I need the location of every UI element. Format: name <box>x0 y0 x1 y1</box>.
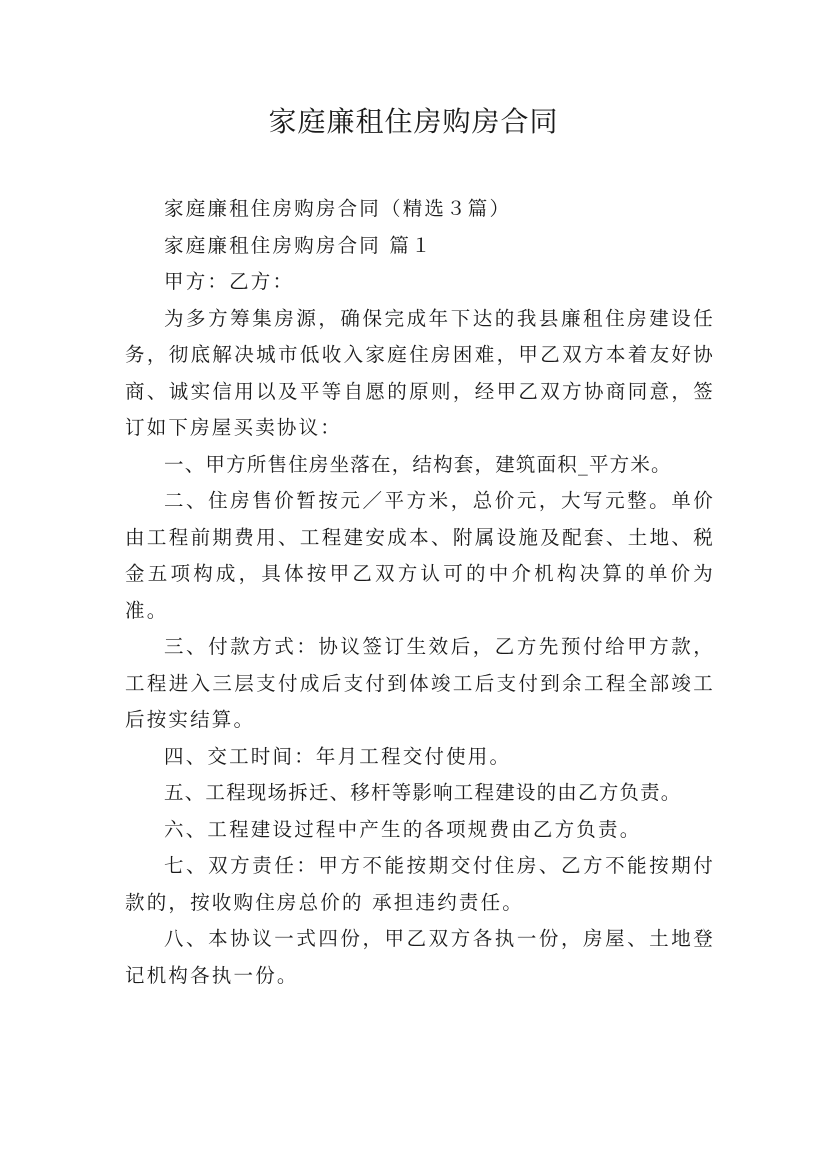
paragraph-preamble: 为多方筹集房源，确保完成年下达的我县廉租住房建设任务，彻底解决城市低收入家庭住房困难，甲乙双方本着友好协商、诚实信用以及平等自愿的原则，经甲乙双方协商同意，签订如下房屋买卖协议： <box>125 306 715 439</box>
paragraph-parties: 甲方：乙方： <box>164 270 295 293</box>
paragraph-clause-8: 八、本协议一式四份，甲乙双方各执一份，房屋、土地登记机构各执一份。 <box>125 927 715 987</box>
paragraph-clause-3: 三、付款方式：协议签订生效后，乙方先预付给甲方款，工程进入三层支付成后支付到体竣工后支付到余工程全部竣工后按实结算。 <box>125 635 715 731</box>
paragraph-clause-4: 四、交工时间：年月工程交付使用。 <box>164 744 512 768</box>
paragraph-clause-7: 七、双方责任：甲方不能按期交付住房、乙方不能按期付款的，按收购住房总价的 承担违约责任。 <box>125 854 715 914</box>
document-body <box>125 191 715 994</box>
paragraph-clause-1: 一、甲方所售住房坐落在，结构套，建筑面积_平方米。 <box>164 452 672 476</box>
document-title: 家庭廉租住房购房合同 <box>268 105 559 138</box>
paragraph-subtitle: 家庭廉租住房购房合同（精选３篇） <box>164 197 512 220</box>
paragraph-section-heading: 家庭廉租住房购房合同 篇１ <box>164 233 433 257</box>
paragraph-clause-5: 五、工程现场拆迁、移杆等影响工程建设的由乙方负责。 <box>164 781 682 804</box>
paragraph-clause-2: 二、住房售价暂按元／平方米，总价元，大写元整。单价由工程前期费用、工程建安成本、附属设施及配套、土地、税金五项构成，具体按甲乙双方认可的中介机构决算的单价为准。 <box>125 489 715 622</box>
paragraph-clause-6: 六、工程建设过程中产生的各项规费由乙方负责。 <box>164 817 642 841</box>
